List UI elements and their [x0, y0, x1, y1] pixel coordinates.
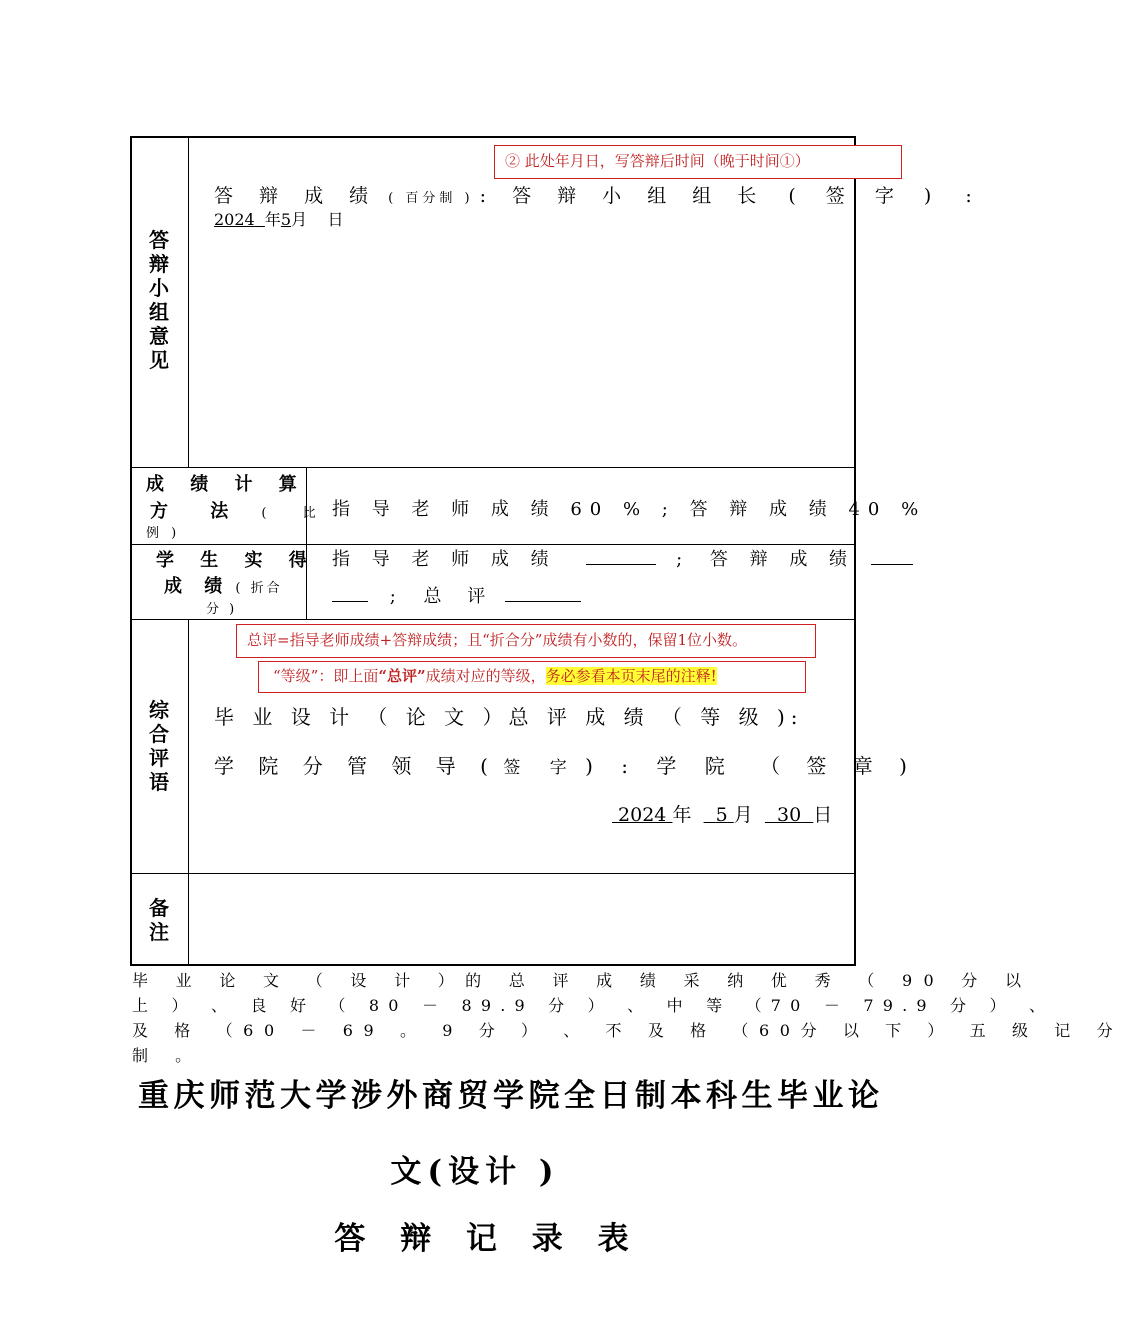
annotation-text: ② 此处年月日，写答辩后时间（晚于时间①） — [505, 152, 810, 170]
title-text: 文(设计 ) — [390, 1154, 560, 1190]
semicolon: ; — [676, 549, 683, 570]
column-divider — [188, 619, 189, 965]
day-unit: 日 — [327, 210, 344, 229]
colon: : — [965, 185, 972, 207]
annotation-text: “等级”：即上面 — [273, 667, 379, 685]
overall-comment-label — [130, 698, 188, 794]
overall-date — [612, 800, 832, 827]
remarks-label — [130, 896, 188, 944]
grade-level-annotation — [258, 661, 806, 693]
month-unit: 月 — [733, 804, 753, 826]
row-divider — [130, 467, 856, 468]
row-divider — [130, 619, 856, 620]
overall-grade-line — [214, 701, 804, 730]
actual-grade-line1 — [332, 545, 913, 571]
defense-group-label — [130, 228, 188, 372]
actual-label-hint2: 分 ) — [206, 602, 238, 617]
defense-month: 5 — [280, 210, 292, 229]
label-char: 小 — [149, 276, 169, 300]
label-char: 评 — [149, 746, 169, 770]
method-label — [146, 470, 332, 541]
overall-year: 2024 — [618, 804, 667, 826]
footnote-line: 毕 业 论 文 （ 设 计 ）的 总 评 成 绩 采 纳 优 秀 （ 90 分 以 — [132, 971, 1033, 990]
method-formula: 指 导 老 师 成 绩 60 % ; 答 辩 成 绩 40 % — [332, 499, 927, 520]
actual-label-hint: ( 折合 — [235, 581, 283, 596]
document-title-line1 — [138, 1070, 884, 1115]
label-char: 备 — [149, 896, 169, 920]
day-unit: 日 — [813, 804, 833, 826]
defense-grade-blank-cont — [332, 583, 368, 602]
total-formula-annotation — [236, 624, 816, 658]
title-text: 答 辩 记 录 表 — [334, 1221, 641, 1257]
annotation-text: 成绩对应的等级， — [425, 667, 546, 685]
label-char: 注 — [149, 920, 169, 944]
label-char: 答 — [149, 228, 169, 252]
label-char: 见 — [149, 348, 169, 372]
seal-label: （ 签 章 ) — [760, 754, 917, 778]
college-label: ) : 学 院 — [585, 754, 736, 778]
document-title-line2 — [0, 1146, 950, 1191]
defense-grade-blank — [871, 546, 913, 565]
teacher-grade-blank — [586, 546, 656, 565]
annotation-highlight: 务必参看本页末尾的注释! — [545, 667, 717, 685]
group-leader-label: : 答 辩 小 组 组 长 — [479, 185, 767, 207]
defense-year: 2024 — [214, 210, 255, 229]
footnote-line: 制 。 — [132, 1046, 203, 1065]
leader-sign-line — [214, 750, 917, 779]
label-char: 语 — [149, 770, 169, 794]
overall-day: 30 — [777, 804, 802, 826]
column-divider — [188, 137, 189, 468]
row-divider — [130, 873, 856, 874]
method-label-hint: ( 比 — [261, 506, 332, 521]
semicolon: ; — [389, 586, 396, 607]
actual-label-line2: 成 绩 — [164, 576, 231, 597]
method-label-line2: 方 法 — [150, 501, 247, 522]
total-grade-label: 总 评 — [423, 586, 496, 607]
actual-grade-label — [156, 546, 317, 617]
grade-hint: ( 百分制 ) — [388, 191, 474, 206]
annotation-text: 总评=指导老师成绩+答辩成绩；且“折合分”成绩有小数的，保留1位小数。 — [247, 631, 748, 649]
method-label-line1: 成 绩 计 算 — [146, 474, 307, 495]
label-char: 组 — [149, 300, 169, 324]
sign-label: ( 签 字 ) — [788, 185, 944, 207]
year-unit: 年 — [264, 210, 281, 229]
actual-label-line1: 学 生 实 得 — [156, 550, 317, 571]
annotation-bold: “总评” — [378, 667, 426, 685]
year-unit: 年 — [672, 804, 692, 826]
label-char: 综 — [149, 698, 169, 722]
label-char: 辩 — [149, 252, 169, 276]
overall-month: 5 — [715, 804, 728, 826]
defense-date-annotation — [494, 145, 902, 179]
label-char: 合 — [149, 722, 169, 746]
teacher-grade-label: 指 导 老 师 成 绩 — [332, 549, 557, 570]
overall-grade-text: 毕 业 设 计 （ 论 文 ）总 评 成 绩 （ 等 级 ): — [214, 705, 804, 729]
method-label-hint2: 例 ) — [146, 526, 181, 541]
defense-grade-line — [214, 181, 972, 208]
sign-label: 签 字 — [503, 758, 579, 778]
footnote-line: 上 ） 、 良 好 （ 80 － 89.9 分 ） 、 中 等 （70 － 79.9 分 ） 、 — [132, 996, 1055, 1015]
defense-grade-label: 答 辩 成 绩 — [214, 185, 379, 207]
document-title-line3 — [0, 1213, 975, 1258]
method-content — [332, 495, 926, 521]
month-unit: 月 — [291, 210, 308, 229]
actual-grade-line2 — [332, 582, 581, 608]
title-text: 重庆师范大学涉外商贸学院全日制本科生毕业论 — [138, 1078, 884, 1114]
leader-label: 学 院 分 管 领 导 ( — [214, 754, 497, 778]
total-grade-blank — [505, 583, 581, 602]
defense-grade-label-2: 答 辩 成 绩 — [709, 549, 856, 570]
defense-date — [214, 207, 343, 230]
footnote-line: 及 格 （60 － 69 。 9 分 ） 、 不 及 格 （60分 以 下 ） 五 级 记 分 — [132, 1021, 1123, 1040]
label-char: 意 — [149, 324, 169, 348]
